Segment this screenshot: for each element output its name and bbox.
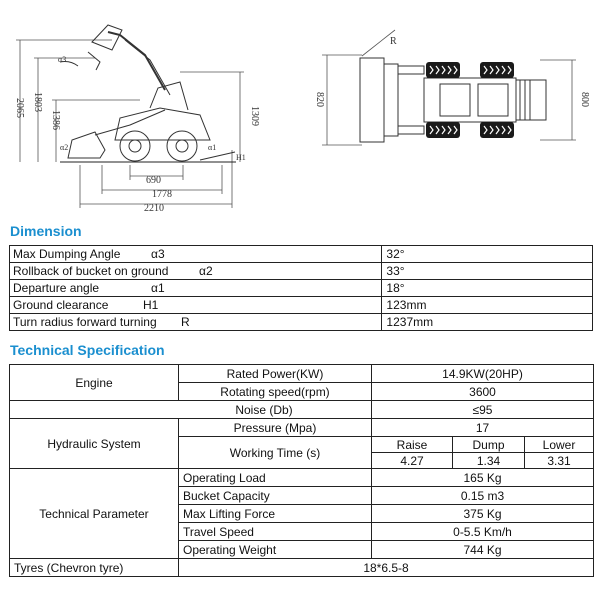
dimension-value: 1237mm <box>382 314 593 331</box>
lowered-bucket <box>68 132 105 158</box>
dump-value: 1.34 <box>453 453 525 469</box>
top-bucket <box>360 58 384 142</box>
dimension-label: Ground clearance <box>13 298 109 312</box>
dimension-label-cell <box>10 246 382 263</box>
rated-power-value: 14.9KW(20HP) <box>372 365 594 383</box>
parameter-value: 0.15 m3 <box>372 487 594 505</box>
table-row <box>10 314 593 331</box>
dim-text-2065: 2065 <box>14 98 25 118</box>
dimension-label: Turn radius forward turning <box>13 315 157 329</box>
table-row <box>10 297 593 314</box>
clearance-label-h1: H1 <box>236 153 246 162</box>
tyres-label: Tyres (Chevron tyre) <box>10 559 179 577</box>
dimension-label-cell <box>10 314 382 331</box>
parameter-label: Travel Speed <box>179 523 372 541</box>
dimension-label: Departure angle <box>13 281 100 295</box>
dimension-label: Rollback of bucket on ground <box>13 264 169 278</box>
engine-label: Engine <box>10 365 179 401</box>
raised-bucket <box>92 25 122 50</box>
dimension-label-cell <box>10 263 382 280</box>
dimension-value: 32° <box>382 246 593 263</box>
table-row <box>10 246 593 263</box>
parameter-label: Bucket Capacity <box>179 487 372 505</box>
noise-label: Noise (Db) <box>10 401 372 419</box>
tyre-rear-right <box>480 122 514 138</box>
table-row <box>10 559 594 577</box>
parameter-value: 165 Kg <box>372 469 594 487</box>
front-wheel <box>120 131 150 161</box>
dim-text-690: 690 <box>146 175 161 186</box>
dimension-symbol: α1 <box>151 281 165 295</box>
specification-table <box>9 364 594 577</box>
tyre-front-left <box>426 62 460 78</box>
dim-text-1778: 1778 <box>152 189 172 200</box>
technical-drawing <box>0 0 600 215</box>
parameter-label: Operating Weight <box>179 541 372 559</box>
pressure-label: Pressure (Mpa) <box>179 419 372 437</box>
dim-text-800: 800 <box>579 92 590 107</box>
angle-label-a1: α1 <box>208 143 217 152</box>
loader-side-view <box>60 25 235 161</box>
drawing-svg <box>0 0 600 215</box>
dimension-value: 123mm <box>382 297 593 314</box>
parameter-value: 0-5.5 Km/h <box>372 523 594 541</box>
dimension-value: 18° <box>382 280 593 297</box>
dimension-table <box>9 245 593 331</box>
working-time-label: Working Time (s) <box>179 437 372 469</box>
dimension-symbol: α2 <box>199 264 213 278</box>
dimension-label-cell <box>10 297 382 314</box>
table-row <box>10 419 594 437</box>
dim-text-1803: 1803 <box>32 92 43 112</box>
angle-label-a3: α3 <box>58 55 67 64</box>
table-row <box>10 280 593 297</box>
tyre-front-right <box>426 122 460 138</box>
dimension-heading: Dimension <box>10 223 82 239</box>
dimension-symbol: R <box>181 315 190 329</box>
dimension-label-cell <box>10 280 382 297</box>
dimension-value: 33° <box>382 263 593 280</box>
rotating-speed-label: Rotating speed(rpm) <box>179 383 372 401</box>
dump-label: Dump <box>453 437 525 453</box>
table-row <box>10 401 594 419</box>
dim-text-2210: 2210 <box>144 203 164 214</box>
dim-text-1309: 1309 <box>249 106 260 126</box>
rear-wheel <box>167 131 197 161</box>
table-row <box>10 469 594 487</box>
technical-parameter-label: Technical Parameter <box>10 469 179 559</box>
rotating-speed-value: 3600 <box>372 383 594 401</box>
raise-label: Raise <box>372 437 453 453</box>
noise-value: ≤95 <box>372 401 594 419</box>
lower-label: Lower <box>525 437 594 453</box>
tyres-value: 18*6.5-8 <box>179 559 594 577</box>
radius-label: R <box>390 36 397 47</box>
table-row <box>10 263 593 280</box>
dimension-symbol: H1 <box>143 298 159 312</box>
parameter-value: 375 Kg <box>372 505 594 523</box>
dim-text-1386: 1386 <box>50 110 61 130</box>
parameter-value: 744 Kg <box>372 541 594 559</box>
table-row <box>10 365 594 383</box>
lower-value: 3.31 <box>525 453 594 469</box>
dimension-symbol: α3 <box>151 247 165 261</box>
hydraulic-system-label: Hydraulic System <box>10 419 179 469</box>
dim-text-820: 820 <box>314 92 325 107</box>
rated-power-label: Rated Power(KW) <box>179 365 372 383</box>
angle-label-a2: α2 <box>60 143 69 152</box>
tyre-rear-left <box>480 62 514 78</box>
raise-value: 4.27 <box>372 453 453 469</box>
dimension-label: Max Dumping Angle <box>13 247 121 261</box>
technical-specification-heading: Technical Specification <box>10 342 165 358</box>
pressure-value: 17 <box>372 419 594 437</box>
parameter-label: Max Lifting Force <box>179 505 372 523</box>
parameter-label: Operating Load <box>179 469 372 487</box>
